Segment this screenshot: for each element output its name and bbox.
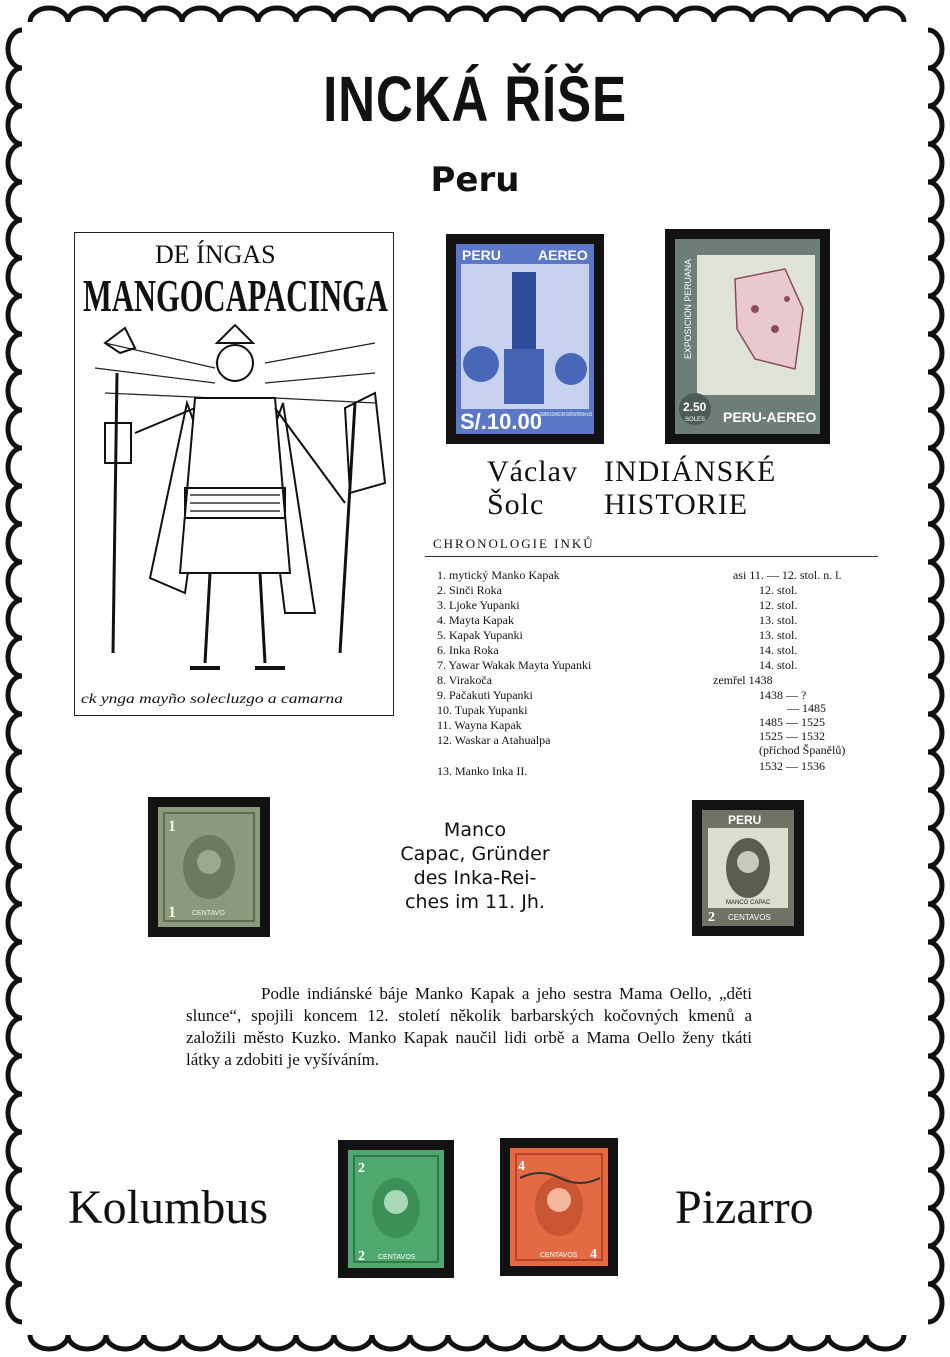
- chron-period: 1525 — 1532: [759, 729, 825, 743]
- perforation-scallop: [828, 1335, 866, 1349]
- chron-ruler: 3. Ljoke Yupanki: [437, 598, 520, 612]
- perforation-scallop: [676, 8, 714, 22]
- chron-period: 14. stol.: [759, 643, 798, 657]
- page-title: INCKÁ ŘÍŠE: [323, 63, 627, 135]
- stamp-name: MANCO CAPAC: [726, 900, 771, 906]
- perforation-scallop: [8, 30, 22, 68]
- perforation-scallop: [8, 1094, 22, 1132]
- perforation-scallop: [486, 1335, 524, 1349]
- perforation-scallop: [928, 676, 942, 714]
- perforation-scallop: [928, 334, 942, 372]
- perforation-scallop: [928, 524, 942, 562]
- stamp-country: PERU: [728, 813, 762, 827]
- red-4c-art: [510, 1148, 608, 1266]
- chron-ruler: 12. Waskar a Atahualpa: [437, 733, 551, 747]
- stamp-face: [510, 1148, 608, 1266]
- perforation-scallop: [524, 1335, 562, 1349]
- perforation-scallop: [928, 1094, 942, 1132]
- perforation-scallop: [8, 638, 22, 676]
- green-2c-art: [348, 1150, 444, 1268]
- perforation-scallop: [448, 8, 486, 22]
- perforation-scallop: [8, 1132, 22, 1170]
- perforation-scallop: [8, 524, 22, 562]
- stamp-unit: CENTAVOS: [378, 1254, 416, 1261]
- perforation-scallop: [928, 1056, 942, 1094]
- perforation-scallop: [8, 486, 22, 524]
- perforation-scallop: [8, 866, 22, 904]
- perforation-scallop: [866, 1335, 904, 1349]
- perforation-scallop: [410, 8, 448, 22]
- perforation-scallop: [638, 8, 676, 22]
- perforation-scallop: [928, 1246, 942, 1284]
- perforation-scallop: [928, 904, 942, 942]
- legend-paragraph: [186, 983, 752, 1071]
- chron-period: 1438 — ?: [759, 688, 807, 702]
- chron-ruler: 13. Manko Inka II.: [437, 764, 528, 778]
- perforation-scallop: [182, 8, 220, 22]
- perforation-scallop: [106, 8, 144, 22]
- perforation-scallop: [928, 258, 942, 296]
- stamp-value: 1: [168, 904, 176, 921]
- perforation-scallop: [928, 1170, 942, 1208]
- page-subtitle: Peru: [430, 160, 520, 200]
- perforation-scallop: [562, 1335, 600, 1349]
- chronicle-drawing: [74, 232, 394, 716]
- perforation-scallop: [928, 68, 942, 106]
- chron-ruler: 1. mytický Manko Kapak: [437, 568, 560, 582]
- stamp-value-top: 1: [168, 818, 176, 835]
- chron-period: 12. stol.: [759, 598, 798, 612]
- chron-ruler: 6. Inka Roka: [437, 643, 499, 657]
- caption-line: des Inka-Rei-: [413, 867, 537, 889]
- perforation-scallop: [334, 8, 372, 22]
- perforation-scallop: [8, 1170, 22, 1208]
- perforation-scallop: [8, 1208, 22, 1246]
- perforation-scallop: [752, 1335, 790, 1349]
- perforation-scallop: [928, 980, 942, 1018]
- perforation-scallop: [8, 334, 22, 372]
- chron-ruler: 2. Sinči Roka: [437, 583, 502, 597]
- perforation-scallop: [8, 562, 22, 600]
- stamp-peru-aereo-map: [665, 229, 830, 444]
- stamp-country: PERU: [462, 247, 501, 263]
- perforation-scallop: [8, 714, 22, 752]
- perforation-scallop: [600, 8, 638, 22]
- perforation-scallop: [866, 8, 904, 22]
- perforation-scallop: [928, 942, 942, 980]
- perforation-scallop: [296, 8, 334, 22]
- perforation-scallop: [144, 8, 182, 22]
- caption-line: Capac, Gründer: [400, 843, 550, 865]
- perforation-scallop: [8, 68, 22, 106]
- chron-period: 12. stol.: [759, 583, 798, 597]
- drawing-header-top: DE ÍNGAS: [155, 240, 276, 269]
- perforation-scallop: [220, 1335, 258, 1349]
- name-kolumbus: Kolumbus: [68, 1181, 269, 1234]
- chron-period: zemřel 1438: [713, 673, 773, 687]
- book-title-line2: HISTORIE: [604, 488, 749, 521]
- perforation-scallop: [8, 410, 22, 448]
- perforation-scallop: [334, 1335, 372, 1349]
- drawing-caption: ck ynga mayño solecluzgo a camarna: [81, 692, 343, 707]
- perforation-scallop: [258, 1335, 296, 1349]
- perforation-scallop: [106, 1335, 144, 1349]
- chron-ruler: 7. Yawar Wakak Mayta Yupanki: [437, 658, 592, 672]
- perforation-scallop: [448, 1335, 486, 1349]
- chronology-heading: CHRONOLOGIE INKŮ: [433, 536, 595, 551]
- stamp-unit: CENTAVOS: [728, 913, 771, 922]
- stamp-value: 2.50: [683, 400, 707, 414]
- book-title-line1: INDIÁNSKÉ: [604, 455, 777, 488]
- perforation-scallop: [30, 1335, 68, 1349]
- stamp-value: 2: [358, 1249, 365, 1264]
- stamp-value: 4: [590, 1247, 597, 1262]
- perforation-scallop: [928, 296, 942, 334]
- perforation-scallop: [638, 1335, 676, 1349]
- perforation-scallop: [714, 1335, 752, 1349]
- perforation-scallop: [524, 8, 562, 22]
- stamp-face: [348, 1150, 444, 1268]
- perforation-scallop: [8, 790, 22, 828]
- perforation-scallop: [676, 1335, 714, 1349]
- perforation-scallop: [8, 904, 22, 942]
- chron-period: 14. stol.: [759, 658, 798, 672]
- perforation-scallop: [752, 8, 790, 22]
- chron-period: asi 11. — 12. stol. n. l.: [733, 568, 842, 582]
- perforation-scallop: [928, 1132, 942, 1170]
- caption-line: Manco: [443, 819, 507, 841]
- chron-ruler: 4. Mayta Kapak: [437, 613, 514, 627]
- perforation-scallop: [790, 8, 828, 22]
- perforation-scallop: [372, 1335, 410, 1349]
- chron-period: 1485 — 1525: [759, 715, 825, 729]
- manco-capac-illustration: [75, 233, 393, 715]
- perforation-scallop: [296, 1335, 334, 1349]
- name-pizarro: Pizarro: [675, 1181, 814, 1234]
- perforation-scallop: [928, 106, 942, 144]
- perforation-scallop: [68, 8, 106, 22]
- perforation-scallop: [928, 1208, 942, 1246]
- perforation-scallop: [8, 828, 22, 866]
- perforation-scallop: [928, 220, 942, 258]
- perforation-scallop: [258, 8, 296, 22]
- perforation-scallop: [8, 1018, 22, 1056]
- stamp-face: [702, 810, 794, 926]
- perforation-scallop: [30, 8, 68, 22]
- chron-period: 13. stol.: [759, 628, 798, 642]
- stamp-red-4-centavos: [500, 1138, 618, 1276]
- perforation-scallop: [8, 258, 22, 296]
- paragraph-text: Podle indiánské báje Manko Kapak a jeho sestra Mama Oello, „děti slunce“, spojili koncem 12. století několik barbarských kočovných kmenů a založili město Kuzko. Manko Kapak naučil lidi orbě a Mama Oello ženy tkáti látky a zdobiti je vyšíváním.: [186, 984, 752, 1069]
- stamp-green-1-centavo: [148, 797, 270, 937]
- perforation-scallop: [410, 1335, 448, 1349]
- perforation-scallop: [8, 448, 22, 486]
- perforation-scallop: [928, 752, 942, 790]
- chron-ruler: 10. Tupak Yupanki: [437, 703, 528, 717]
- perforation-scallop: [8, 980, 22, 1018]
- stamp-face: [675, 239, 820, 434]
- stamp-value-top: 2: [358, 1161, 365, 1176]
- perforation-scallop: [144, 1335, 182, 1349]
- perforation-scallop: [928, 1284, 942, 1322]
- perforation-scallop: [182, 1335, 220, 1349]
- manco-capac-caption: [370, 818, 580, 914]
- perforation-scallop: [8, 1056, 22, 1094]
- perforation-scallop: [8, 106, 22, 144]
- chron-period: (příchod Španělů): [759, 743, 846, 757]
- stamp-country: PERU-AEREO: [723, 409, 817, 425]
- perforation-scallop: [928, 600, 942, 638]
- perforation-scallop: [928, 562, 942, 600]
- stamp-type: AEREO: [538, 247, 588, 263]
- perforation-scallop: [8, 1284, 22, 1322]
- book-author-first: Václav: [487, 455, 578, 488]
- perforation-scallop: [8, 600, 22, 638]
- perforation-scallop: [600, 1335, 638, 1349]
- perforation-scallop: [68, 1335, 106, 1349]
- stamp-green-2-centavos: [338, 1140, 454, 1278]
- perforation-scallop: [928, 828, 942, 866]
- stamp-unit: SOLES: [685, 417, 706, 423]
- perforation-scallop: [562, 8, 600, 22]
- stamp-unit: CENTAVO: [192, 910, 225, 917]
- perforation-scallop: [8, 220, 22, 258]
- chronology-rule: [425, 556, 878, 557]
- perforation-scallop: [928, 30, 942, 68]
- stamp-face: [158, 807, 260, 927]
- perforation-scallop: [372, 8, 410, 22]
- perforation-scallop: [486, 8, 524, 22]
- perforation-scallop: [928, 790, 942, 828]
- perforation-scallop: [8, 752, 22, 790]
- stamp-peru-aereo-monument: [446, 234, 604, 444]
- perforation-scallop: [714, 8, 752, 22]
- perforation-scallop: [928, 866, 942, 904]
- perforation-scallop: [8, 1246, 22, 1284]
- perforation-scallop: [928, 372, 942, 410]
- chron-ruler: 11. Wayna Kapak: [437, 718, 522, 732]
- perforation-scallop: [8, 942, 22, 980]
- perforation-scallop: [8, 296, 22, 334]
- chron-period: 1532 — 1536: [759, 759, 825, 773]
- green-1c-art: [158, 807, 260, 927]
- perforation-scallop: [828, 8, 866, 22]
- chronology-table: [437, 568, 867, 778]
- perforation-scallop: [928, 486, 942, 524]
- stamp-inscription: MONUMENTO AL INCA MANCO CAPAC FUNDADOR del IMPERIO Abril 4 de 1926: [540, 412, 593, 418]
- perforation-scallop: [8, 372, 22, 410]
- stamp-side-text: EXPOSICION PERUANA: [683, 256, 693, 359]
- stamp-value: S/.10.00: [460, 409, 542, 434]
- perforation-scallop: [928, 714, 942, 752]
- chron-ruler: 8. Virakoča: [437, 673, 493, 687]
- map-stamp-art: [675, 239, 820, 434]
- caption-line: ches im 11. Jh.: [405, 891, 545, 913]
- chron-ruler: 5. Kapak Yupanki: [437, 628, 523, 642]
- chron-period: — 1485: [787, 701, 826, 715]
- stamp-value: 2: [708, 910, 715, 925]
- drawing-header-main: MANGOCAPACINGA: [83, 270, 388, 321]
- perforation-scallop: [928, 638, 942, 676]
- chron-ruler: 9. Pačakuti Yupanki: [437, 688, 533, 702]
- stamp-unit: CENTAVOS: [540, 1252, 578, 1259]
- perforation-scallop: [220, 8, 258, 22]
- perforation-scallop: [928, 410, 942, 448]
- perforation-scallop: [8, 676, 22, 714]
- monument-stamp-art: [456, 244, 594, 434]
- stamp-value-top: 4: [518, 1159, 525, 1174]
- grey-2c-art: [702, 810, 794, 926]
- stamp-grey-2-centavos: [692, 800, 804, 936]
- stamp-face: [456, 244, 594, 434]
- perforation-scallop: [790, 1335, 828, 1349]
- perforation-scallop: [928, 448, 942, 486]
- perforation-scallop: [928, 1018, 942, 1056]
- chron-period: 13. stol.: [759, 613, 798, 627]
- book-author-last: Šolc: [487, 488, 545, 521]
